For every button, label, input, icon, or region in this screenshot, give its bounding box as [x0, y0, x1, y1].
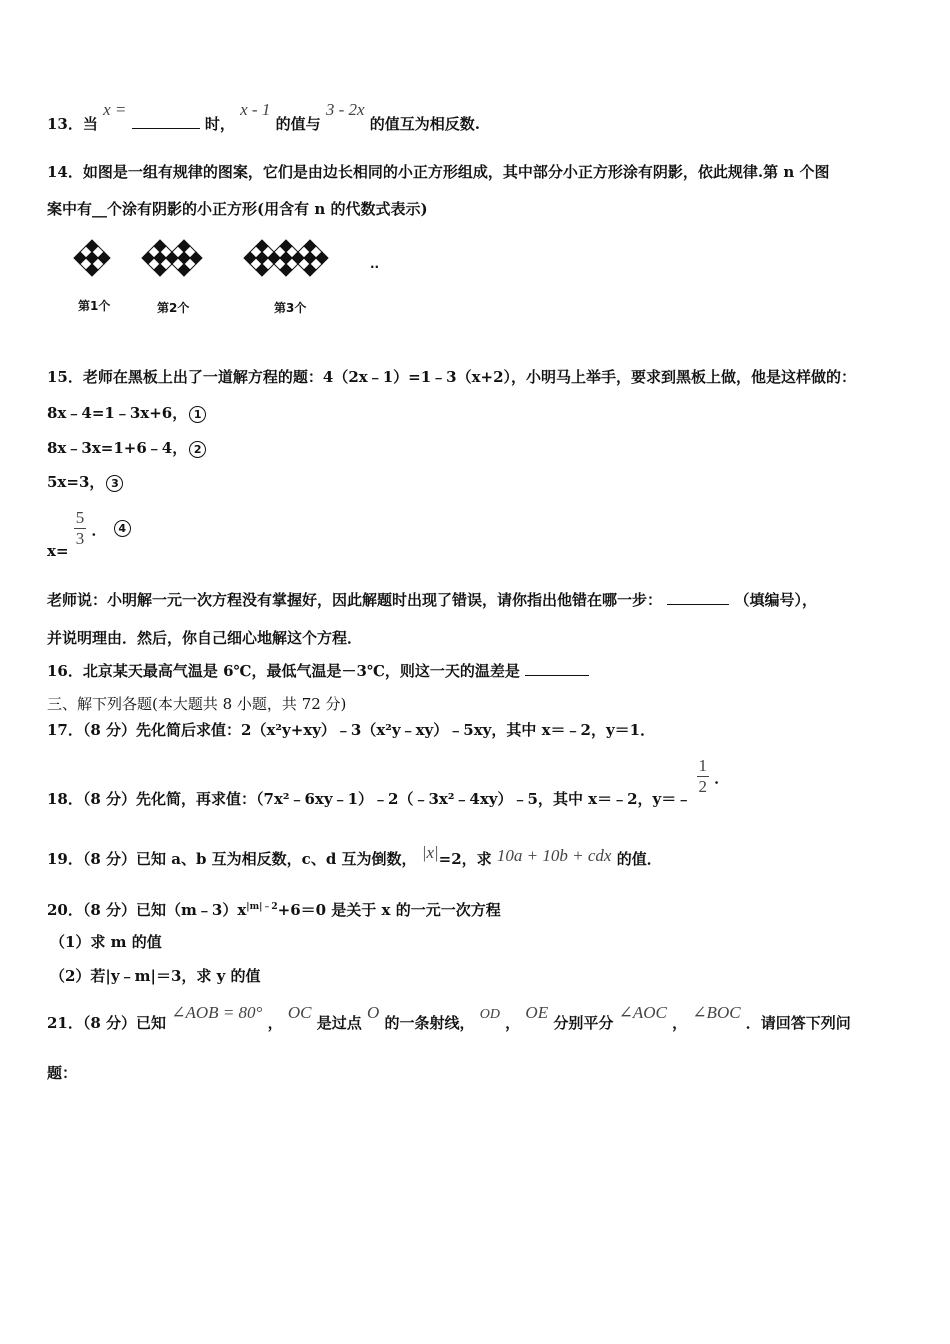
q19-text-3: 的值． [616, 850, 662, 868]
q15-teacher-text-a: 老师说：小明解一元一次方程没有掌握好，因此解题时出现了错误，请你指出他错在哪一步： [47, 591, 663, 609]
q15-step-4-lhs: x= [47, 541, 69, 560]
fraction-numerator: 5 [75, 508, 85, 527]
q21-text-3: 的一条射线， [384, 1014, 475, 1032]
q21-text-1: 21．（8 分）已知 [47, 1014, 167, 1032]
q21-point-o: O [366, 1003, 380, 1022]
q15-teacher-line-1 [47, 590, 817, 610]
figure-caption-2: 第2个 [157, 301, 190, 315]
q21-comma-1: ， [267, 1014, 283, 1032]
q19-abs-x: |x| [421, 843, 439, 862]
q21-text-4: 分别平分 [553, 1014, 614, 1032]
step-marker-3: 3 [106, 475, 123, 492]
q21-comma-2: ， [505, 1014, 521, 1032]
question-15-line-1: 15．老师在黑板上出了一道解方程的题：4（2x﹣1）=1﹣3（x+2），小明马上举手，要求到黑板上做，他是这样做的： [47, 368, 857, 386]
q16-text: 16．北京某天最高气温是 6℃，最低气温是－3℃，则这一天的温差是 [47, 662, 520, 680]
section-3-title: 三、解下列各题(本大题共 8 小题，共 72 分) [47, 695, 347, 713]
q15-answer-blank[interactable] [667, 590, 729, 605]
question-14-line-1: 14．如图是一组有规律的图案，它们是由边长相同的小正方形组成，其中部分小正方形涂有阴影，依此规律.第 n 个图 [47, 163, 830, 181]
q20-part-2: （2）若|y﹣m|＝3，求 y 的值 [50, 967, 261, 985]
q21-angle-aob: ∠AOB = 80° [171, 1003, 263, 1022]
q18-fraction [697, 756, 710, 797]
q21-ray-oc: OC [287, 1003, 312, 1022]
pattern-figure [60, 238, 390, 328]
question-20 [47, 897, 501, 920]
q15-step-2 [47, 438, 206, 458]
q13-x-equals: x = [103, 100, 127, 119]
step-marker-4: 4 [114, 520, 131, 537]
q13-expression-1: x - 1 [240, 100, 271, 119]
q20-part-1: （1）求 m 的值 [50, 933, 162, 951]
question-19 [47, 843, 662, 869]
q13-text-when: 时， [204, 115, 235, 133]
q21-angle-boc: ∠BOC [692, 1003, 741, 1022]
q15-step-3-eq: 5x=3， [47, 473, 105, 491]
q20-text-1: 20．（8 分）已知（m﹣3）x [47, 901, 247, 919]
q15-step-2-eq: 8x﹣3x=1+6﹣4， [47, 439, 188, 457]
q15-teacher-line-2: 并说明理由．然后，你自己细心地解这个方程． [47, 629, 363, 647]
q15-step-4-fraction [74, 508, 87, 549]
q15-step-1 [47, 403, 206, 423]
fraction-denominator: 3 [75, 529, 85, 548]
pattern-shapes [74, 240, 328, 276]
q21-line-2: 题： [47, 1064, 78, 1082]
q18-text: 18．（8 分）先化简，再求值：（7x²﹣6xy﹣1）﹣2（﹣3x²﹣4xy）﹣5，其中 x＝﹣2，y＝﹣ [47, 789, 692, 808]
question-14-line-2: 案中有__个涂有阴影的小正方形(用含有 n 的代数式表示) [47, 200, 428, 218]
question-21 [47, 1003, 851, 1035]
q13-answer-blank[interactable] [132, 114, 200, 129]
question-17: 17．（8 分）先化简后求值：2（x²y+xy）﹣3（x²y﹣xy）﹣5xy，其中 x＝﹣2，y＝1． [47, 721, 656, 739]
q13-expression-2: 3 - 2x [325, 100, 365, 119]
q21-ray-oe: OE [525, 1003, 549, 1022]
q13-text-opposite: 的值互为相反数. [369, 115, 480, 133]
step-marker-2: 2 [189, 441, 206, 458]
figure-ellipsis: ·· [370, 260, 380, 274]
figure-caption-1: 第1个 [78, 299, 111, 313]
q20-exponent: |m|﹣2 [246, 902, 278, 912]
q16-answer-blank[interactable] [525, 661, 589, 676]
figure-caption-3: 第3个 [274, 301, 307, 315]
q20-text-2: +6＝0 是关于 x 的一元一次方程 [277, 901, 501, 919]
q19-expression: 10a + 10b + cdx [496, 846, 612, 865]
question-18 [47, 756, 730, 808]
q15-step-3 [47, 472, 123, 492]
q21-text-2: 是过点 [316, 1014, 362, 1032]
q15-step-1-eq: 8x﹣4=1﹣3x+6， [47, 404, 188, 422]
q15-step-4-tail: ． [91, 520, 107, 539]
q13-number: 13．当 [47, 115, 98, 133]
q13-text-and: 的值与 [275, 115, 321, 133]
fraction-numerator: 1 [698, 756, 707, 775]
fraction-denominator: 2 [698, 777, 707, 796]
q21-ray-od: OD [479, 1007, 500, 1022]
step-marker-1: 1 [189, 406, 206, 423]
q15-teacher-text-b: （填编号）， [734, 591, 817, 609]
q21-comma-3: ， [672, 1014, 688, 1032]
q18-tail: ． [714, 768, 730, 787]
question-13 [47, 100, 480, 134]
q19-text-2: =2，求 [438, 850, 492, 868]
q21-text-5: ．请回答下列问 [745, 1014, 851, 1032]
q21-angle-aoc: ∠AOC [618, 1003, 667, 1022]
question-16 [47, 661, 589, 681]
q15-step-4 [47, 508, 131, 560]
q19-text-1: 19．（8 分）已知 a、b 互为相反数，c、d 互为倒数， [47, 850, 417, 868]
